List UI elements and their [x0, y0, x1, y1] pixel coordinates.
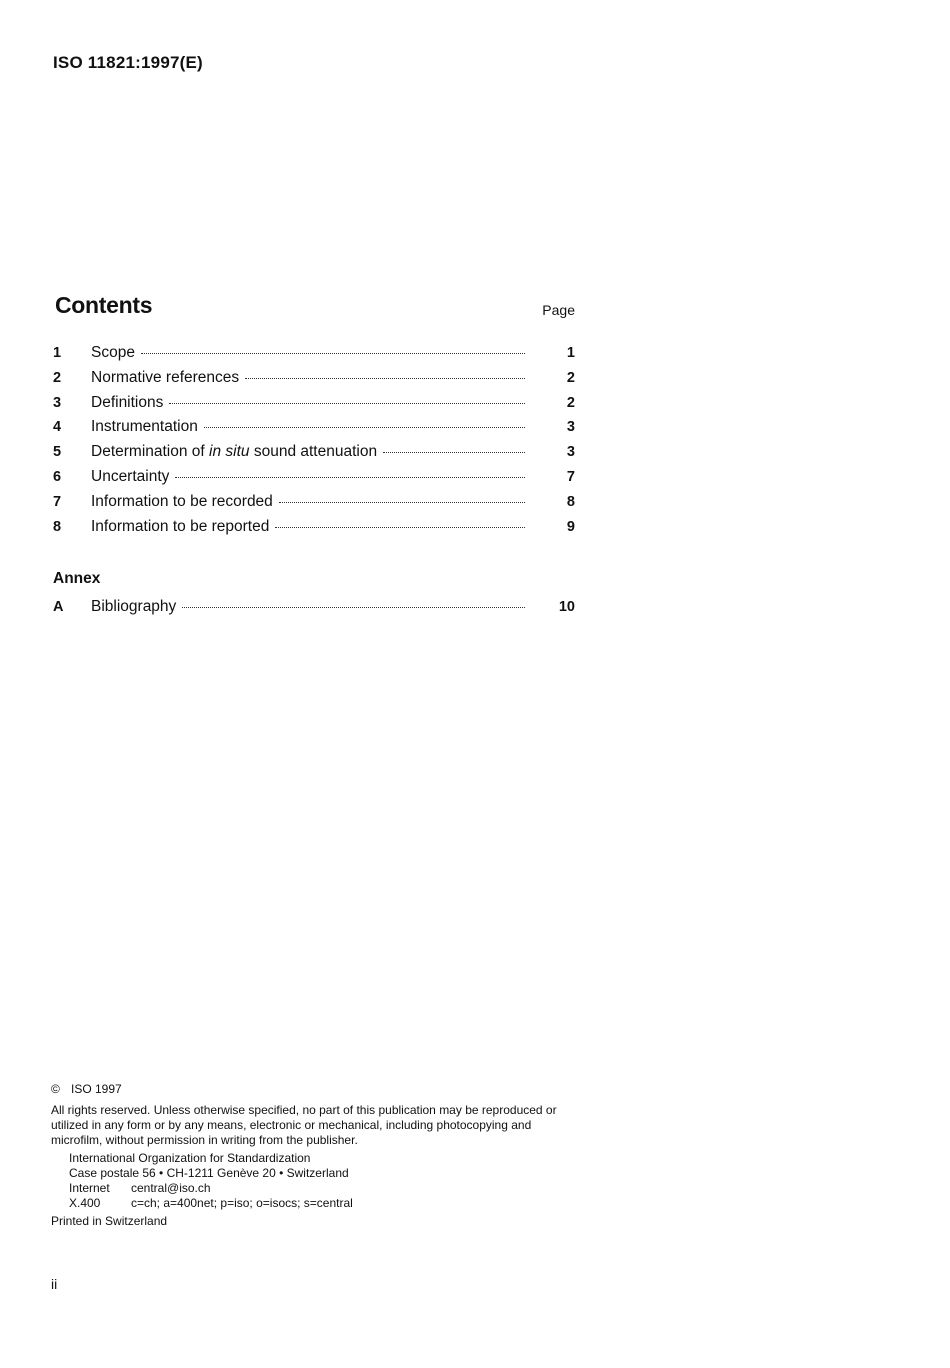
toc-entry-title: Uncertainty: [91, 467, 170, 485]
contents-header: [53, 292, 575, 344]
toc-entry-number: 6: [53, 468, 62, 485]
toc-entry-number: 4: [53, 419, 62, 436]
toc-list: [53, 344, 575, 542]
organization-name: International Organization for Standardization: [69, 1151, 311, 1165]
publisher-address: [51, 1151, 581, 1211]
toc-entry-info-recorded[interactable]: [53, 493, 575, 518]
toc-entry-number: 3: [53, 394, 62, 411]
dot-leader: [182, 607, 525, 608]
printed-notice: Printed in Switzerland: [51, 1214, 168, 1228]
toc-entry-bibliography[interactable]: [53, 598, 575, 623]
annex-list: [53, 598, 575, 623]
toc-entry-page: 1: [566, 345, 575, 361]
copyright-line: [51, 1082, 581, 1097]
annex-heading: Annex: [53, 570, 101, 588]
dot-leader: [169, 403, 525, 404]
toc-entry-number: 1: [53, 345, 62, 361]
toc-entry-title: Instrumentation: [91, 418, 198, 436]
internet-label: Internet: [69, 1181, 110, 1195]
toc-entry-title: [91, 443, 383, 461]
page-column-label: Page: [542, 302, 575, 318]
toc-entry-number: 8: [53, 518, 62, 535]
toc-entry-title: Information to be reported: [91, 517, 270, 535]
toc-entry-title: Definitions: [91, 393, 164, 411]
copyright-block: [51, 1082, 581, 1229]
toc-entry-page: 9: [566, 518, 575, 535]
toc-entry-normative-references[interactable]: [53, 369, 575, 394]
toc-entry-number: A: [53, 599, 64, 616]
x400-address: c=ch; a=400net; p=iso; o=isocs; s=central: [131, 1196, 353, 1210]
toc-entry-title: Information to be recorded: [91, 492, 273, 510]
rights-statement: All rights reserved. Unless otherwise specified, no part of this publication may be reproduced or utilized in any form or by any means, electronic or mechanical, including photocopying and microfilm, without permission in writing from the publisher.: [51, 1103, 557, 1147]
x400-label: X.400: [69, 1196, 101, 1210]
dot-leader: [279, 502, 525, 503]
internet-row: [69, 1181, 581, 1196]
copyright-icon: ©: [51, 1082, 60, 1096]
dot-leader: [275, 527, 525, 528]
toc-entry-scope[interactable]: [53, 344, 575, 369]
internet-address: central@iso.ch: [131, 1181, 211, 1195]
toc-entry-page: 8: [566, 493, 575, 510]
x400-row: [69, 1196, 581, 1211]
copyright-notice: ISO 1997: [71, 1082, 122, 1096]
toc-entry-number: 2: [53, 369, 62, 386]
toc-entry-page: 2: [566, 369, 575, 386]
postal-address: Case postale 56 • CH-1211 Genève 20 • Switzerland: [69, 1166, 349, 1180]
dot-leader: [245, 378, 525, 379]
toc-title-part: sound attenuation: [249, 443, 378, 461]
document-header: ISO 11821:1997(E): [53, 53, 203, 72]
toc-entry-definitions[interactable]: [53, 394, 575, 419]
toc-entry-determination[interactable]: [53, 443, 575, 468]
toc-entry-title: Bibliography: [91, 598, 177, 616]
dot-leader: [175, 477, 525, 478]
toc-entry-title: Normative references: [91, 368, 240, 386]
dot-leader: [204, 427, 525, 428]
toc-entry-number: 7: [53, 493, 62, 510]
toc-entry-page: 3: [566, 419, 575, 436]
toc-title-italic: in situ: [209, 443, 250, 461]
toc-entry-page: 7: [566, 468, 575, 485]
table-of-contents: [53, 292, 575, 623]
toc-entry-title: Scope: [91, 344, 135, 361]
dot-leader: [141, 353, 525, 354]
toc-entry-page: 10: [558, 599, 575, 616]
toc-entry-uncertainty[interactable]: [53, 468, 575, 493]
contents-title: Contents: [55, 292, 153, 318]
page-number: ii: [51, 1276, 58, 1292]
toc-entry-page: 2: [566, 394, 575, 411]
dot-leader: [383, 452, 525, 453]
toc-entry-instrumentation[interactable]: [53, 418, 575, 443]
toc-entry-info-reported[interactable]: [53, 518, 575, 543]
toc-entry-page: 3: [566, 444, 575, 461]
toc-title-part: Determination of: [91, 443, 210, 461]
toc-entry-number: 5: [53, 444, 62, 461]
